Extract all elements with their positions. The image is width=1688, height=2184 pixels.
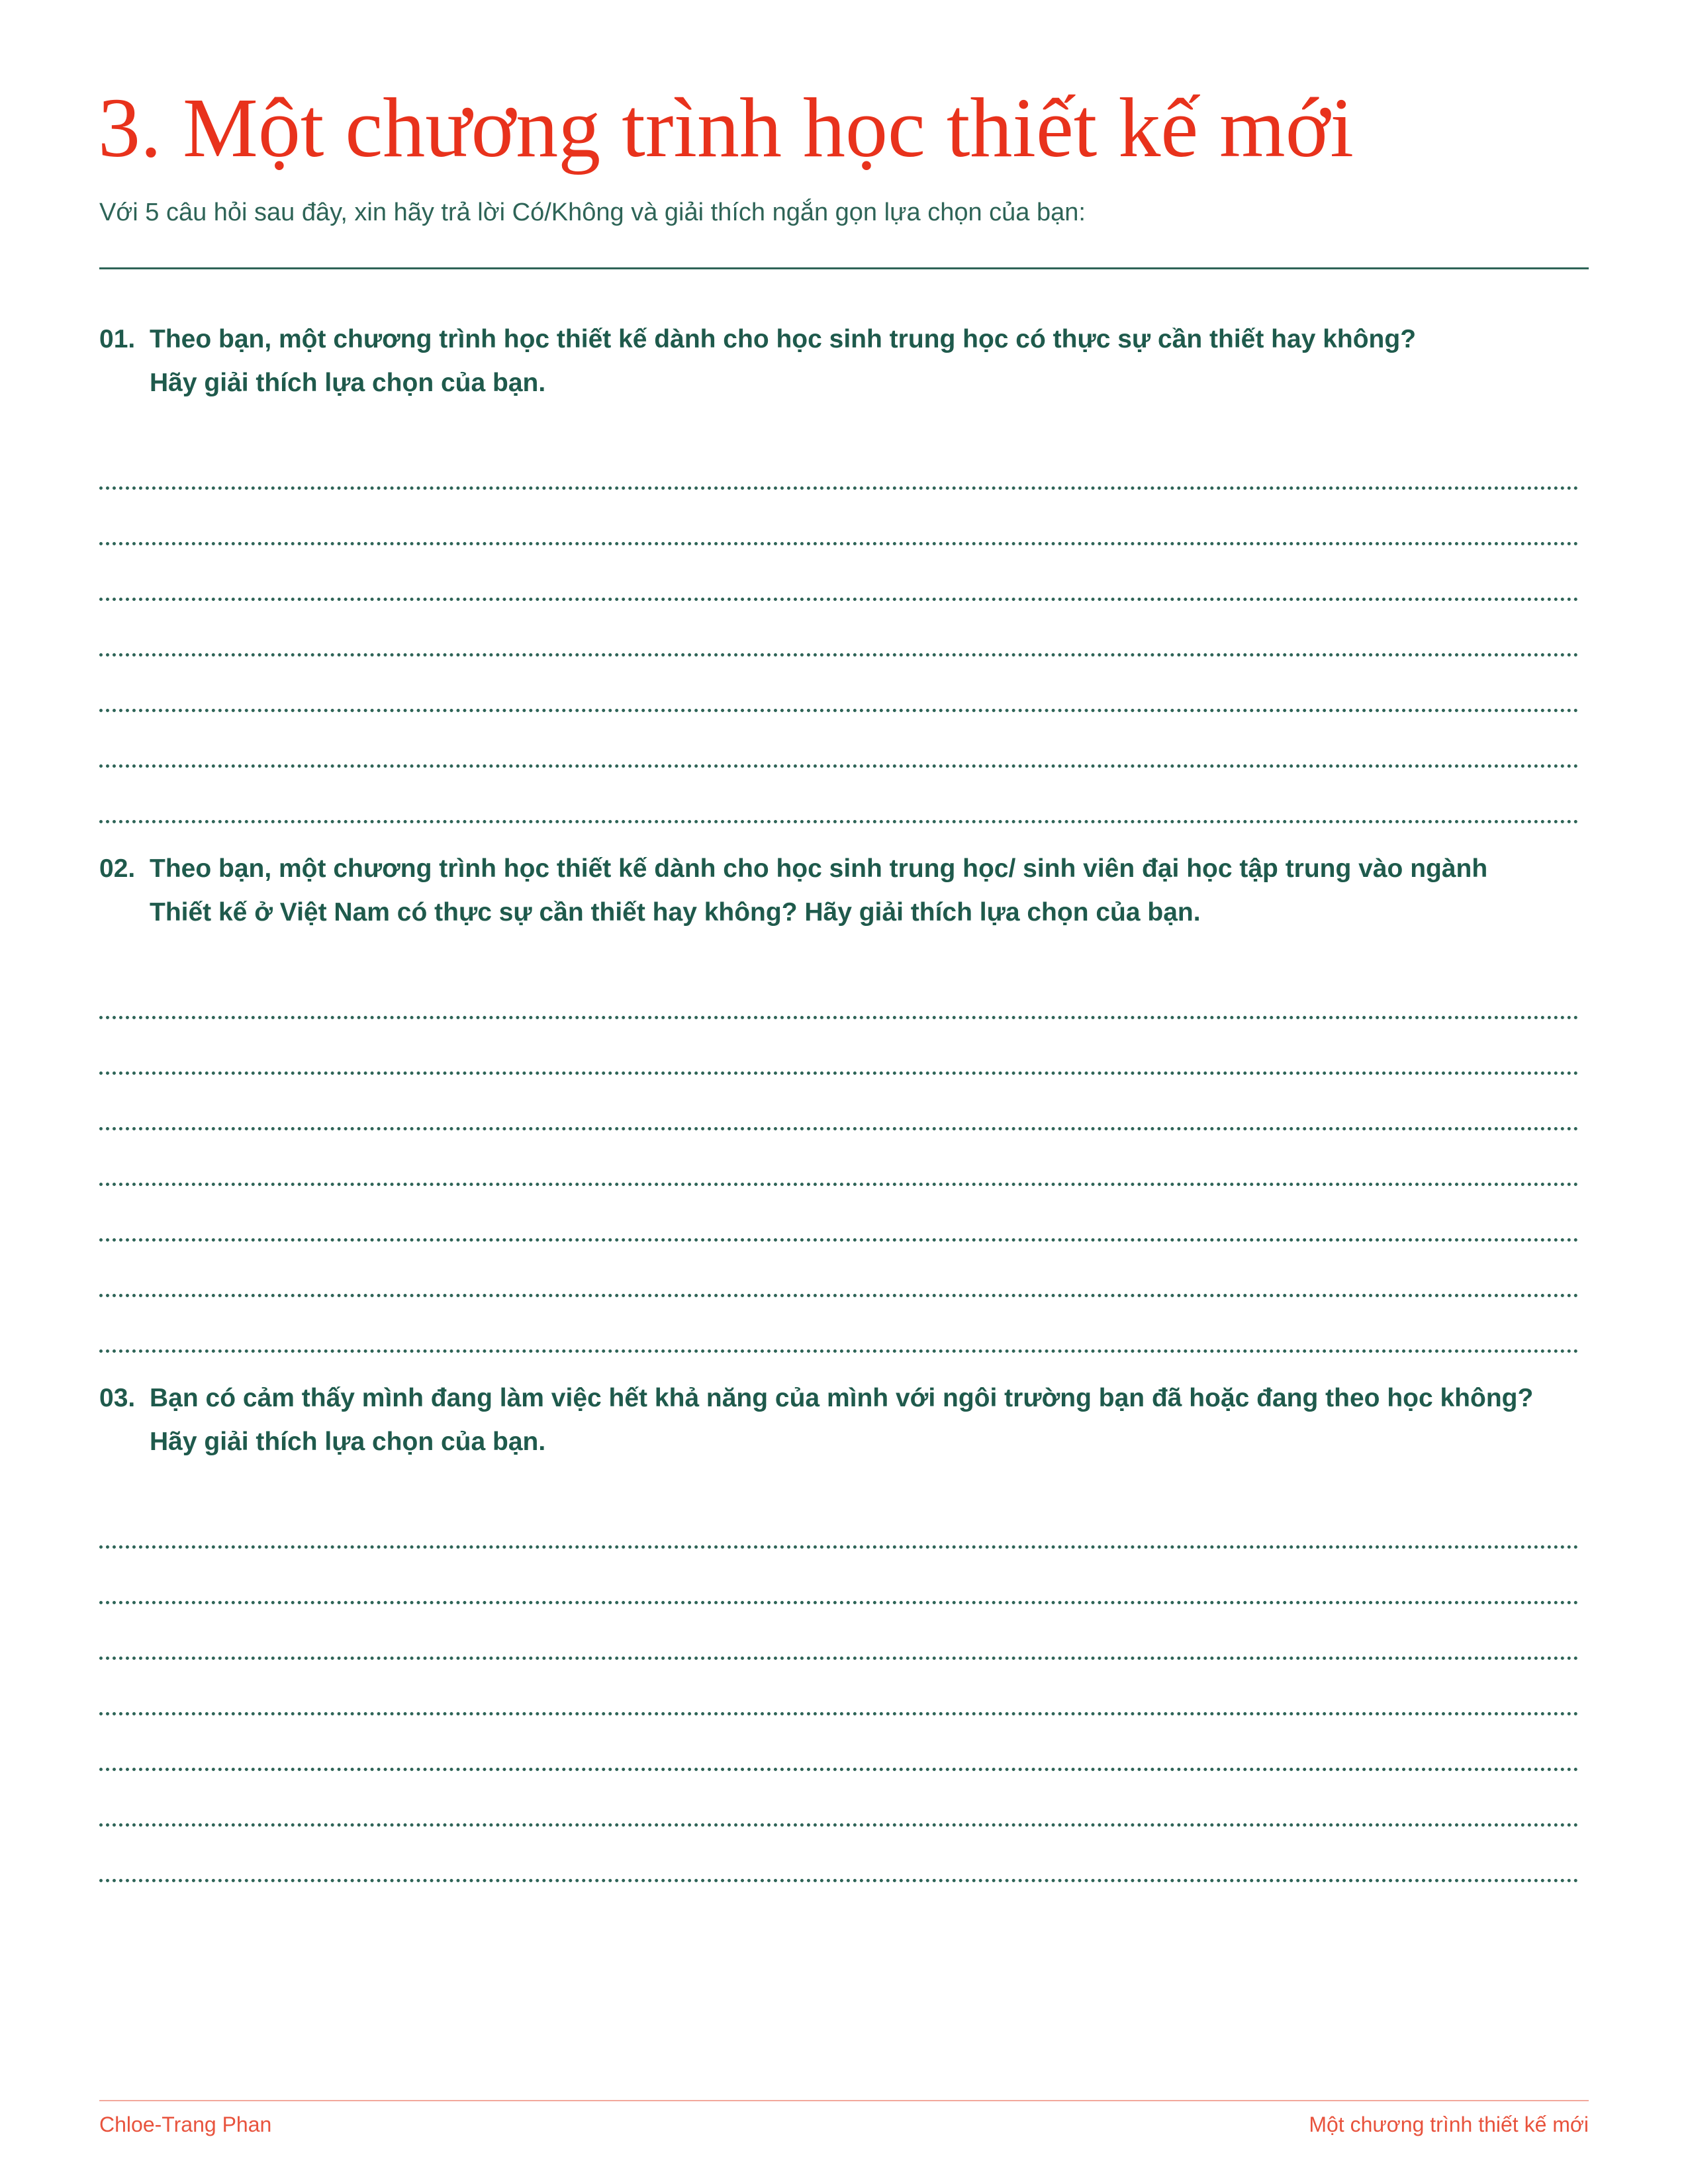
answer-line[interactable]: [99, 657, 1579, 712]
answer-line[interactable]: [99, 1604, 1579, 1660]
question-3-answer-area[interactable]: [99, 1493, 1579, 1882]
question-2-number: 02.: [99, 854, 136, 883]
answer-line[interactable]: [99, 1297, 1579, 1353]
footer-author: Chloe-Trang Phan: [99, 2113, 272, 2136]
question-1-line-1: Theo bạn, một chương trình học thiết kế dành cho học sinh trung học có thực sự cần thiết hay không?: [150, 325, 1417, 353]
answer-line[interactable]: [99, 1549, 1579, 1604]
question-2-line-1: Theo bạn, một chương trình học thiết kế dành cho học sinh trung học/ sinh viên đại học tập trung vào ngành: [150, 854, 1488, 883]
question-3-line-1: Bạn có cảm thấy mình đang làm việc hết khả năng của mình với ngôi trường bạn đã hoặc đang theo học không?: [150, 1384, 1534, 1412]
question-3-line-2: Hãy giải thích lựa chọn của bạn.: [150, 1428, 546, 1456]
question-2-answer-area[interactable]: [99, 964, 1579, 1353]
footer-divider: [99, 2100, 1589, 2101]
question-1-number: 01.: [99, 325, 136, 353]
answer-line[interactable]: [99, 1186, 1579, 1242]
answer-line[interactable]: [99, 1715, 1579, 1771]
question-2-text: [150, 847, 1595, 934]
answer-line[interactable]: [99, 1771, 1579, 1827]
question-1-heading: [99, 318, 1595, 405]
question-2: [99, 847, 1595, 1353]
answer-line[interactable]: [99, 768, 1579, 823]
page-title: 3. Một chương trình học thiết kế mới: [98, 81, 1354, 175]
question-2-line-2: Thiết kế ở Việt Nam có thực sự cần thiết hay không? Hãy giải thích lựa chọn của bạn.: [150, 898, 1201, 927]
answer-line[interactable]: [99, 1130, 1579, 1186]
question-3-number: 03.: [99, 1384, 136, 1412]
question-1-line-2: Hãy giải thích lựa chọn của bạn.: [150, 369, 546, 397]
question-2-heading: [99, 847, 1595, 934]
answer-line[interactable]: [99, 1827, 1579, 1882]
answer-line[interactable]: [99, 712, 1579, 768]
answer-line[interactable]: [99, 964, 1579, 1019]
question-3-text: [150, 1377, 1595, 1464]
answer-line[interactable]: [99, 434, 1579, 490]
answer-line[interactable]: [99, 1242, 1579, 1297]
answer-line[interactable]: [99, 545, 1579, 601]
question-3: [99, 1377, 1595, 1882]
answer-line[interactable]: [99, 1019, 1579, 1075]
answer-line[interactable]: [99, 601, 1579, 657]
answer-line[interactable]: [99, 1075, 1579, 1130]
question-1-answer-area[interactable]: [99, 434, 1579, 823]
question-1: [99, 318, 1595, 823]
question-1-text: [150, 318, 1595, 405]
question-3-heading: [99, 1377, 1595, 1464]
answer-line[interactable]: [99, 1660, 1579, 1715]
answer-line[interactable]: [99, 1493, 1579, 1549]
intro-text: Với 5 câu hỏi sau đây, xin hãy trả lời Có/Không và giải thích ngắn gọn lựa chọn của bạn:: [99, 199, 1086, 226]
answer-line[interactable]: [99, 490, 1579, 545]
footer-document-title: Một chương trình thiết kế mới: [1309, 2113, 1589, 2136]
header-divider: [99, 267, 1589, 269]
